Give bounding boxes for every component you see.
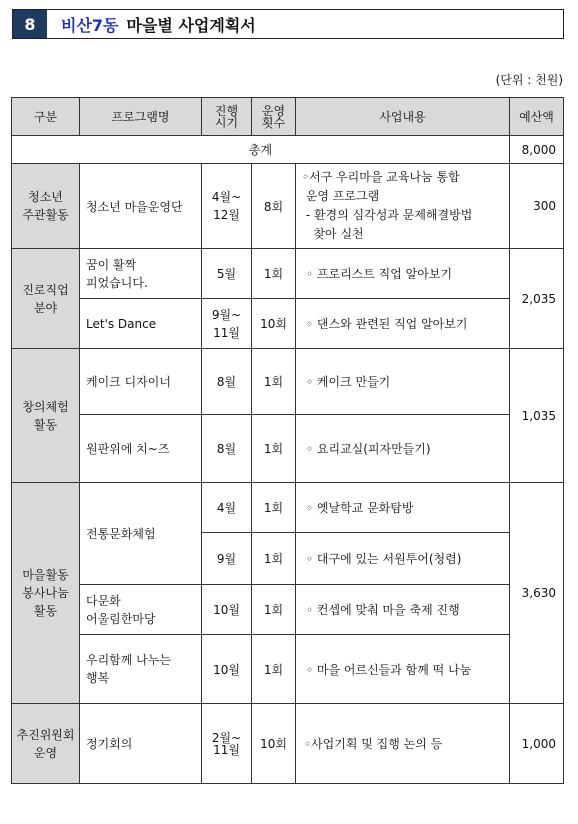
- content-cell: ◦ 케이크 만들기: [296, 349, 510, 415]
- section-header: [12, 9, 564, 39]
- content-cell: ◦ 대구에 있는 서원투어(청렴): [296, 533, 510, 585]
- table-row: [12, 299, 564, 349]
- total-row: [12, 136, 564, 164]
- count-cell: 10회: [252, 299, 296, 349]
- count-cell: 1회: [252, 483, 296, 533]
- period-cell: 10월: [202, 585, 252, 635]
- program-cell: 정기회의: [80, 704, 202, 784]
- category-cell: 청소년 주관활동: [12, 164, 80, 249]
- table-row: [12, 585, 564, 635]
- count-cell: 8회: [252, 164, 296, 249]
- col-category: 구분: [12, 98, 80, 136]
- table-row: [12, 415, 564, 483]
- unit-label: (단위 : 천원): [495, 73, 563, 87]
- content-cell: ◦ 마을 어르신들과 함께 떡 나눔: [296, 635, 510, 704]
- program-cell: 다문화 어울림한마당: [80, 585, 202, 635]
- category-cell: 추진위원회 운영: [12, 704, 80, 784]
- table-row: [12, 704, 564, 784]
- col-content: 사업내용: [296, 98, 510, 136]
- count-cell: 1회: [252, 249, 296, 299]
- category-cell: 진로직업 분야: [12, 249, 80, 349]
- count-cell: 1회: [252, 585, 296, 635]
- table-row: [12, 483, 564, 533]
- period-cell: 2월~ 11월: [202, 704, 252, 784]
- col-period: 진행시기: [202, 98, 252, 136]
- budget-cell: 3,630: [510, 483, 564, 704]
- col-budget: 예산액: [510, 98, 564, 136]
- content-cell: ◦ 댄스와 관련된 직업 알아보기: [296, 299, 510, 349]
- col-program: 프로그램명: [80, 98, 202, 136]
- content-cell: ◦서구 우리마을 교육나눔 통합 운영 프로그램 - 환경의 심각성과 문제해결방법 찾아 실천: [296, 164, 510, 249]
- total-label: 총계: [12, 136, 510, 164]
- budget-cell: 2,035: [510, 249, 564, 349]
- program-cell: 청소년 마을운영단: [80, 164, 202, 249]
- period-cell: 10월: [202, 635, 252, 704]
- count-cell: 10회: [252, 704, 296, 784]
- count-cell: 1회: [252, 415, 296, 483]
- content-cell: ◦ 요리교실(피자만들기): [296, 415, 510, 483]
- table-header-row: [12, 98, 564, 136]
- content-cell: ◦사업기획 및 집행 논의 등: [296, 704, 510, 784]
- category-cell: 창의체험 활동: [12, 349, 80, 483]
- col-count: 운영횟수: [252, 98, 296, 136]
- program-cell: 꿈이 활짝 피었습니다.: [80, 249, 202, 299]
- period-cell: 4월~ 12월: [202, 164, 252, 249]
- content-cell: ◦ 옛날학교 문화탐방: [296, 483, 510, 533]
- total-budget: 8,000: [510, 136, 564, 164]
- table-row: [12, 249, 564, 299]
- table-row: [12, 635, 564, 704]
- budget-cell: 1,000: [510, 704, 564, 784]
- content-cell: ◦ 컨셉에 맞춰 마을 축제 진행: [296, 585, 510, 635]
- period-cell: 9월~ 11월: [202, 299, 252, 349]
- period-cell: 8월: [202, 349, 252, 415]
- count-cell: 1회: [252, 533, 296, 585]
- program-cell: 우리함께 나누는 행복: [80, 635, 202, 704]
- period-cell: 5월: [202, 249, 252, 299]
- section-number: 8: [13, 10, 47, 38]
- period-cell: 8월: [202, 415, 252, 483]
- dong-name: 비산7동: [61, 15, 119, 35]
- plan-title: 마을별 사업계획서: [126, 15, 256, 35]
- program-cell: 케이크 디자이너: [80, 349, 202, 415]
- program-cell: 원판위에 치~즈: [80, 415, 202, 483]
- program-cell: 전통문화체험: [80, 483, 202, 585]
- program-cell: Let's Dance: [80, 299, 202, 349]
- period-cell: 9월: [202, 533, 252, 585]
- budget-cell: 300: [510, 164, 564, 249]
- budget-cell: 1,035: [510, 349, 564, 483]
- period-cell: 4월: [202, 483, 252, 533]
- category-cell: 마을활동 봉사나눔 활동: [12, 483, 80, 704]
- section-title: [47, 10, 256, 38]
- count-cell: 1회: [252, 349, 296, 415]
- table-row: [12, 349, 564, 415]
- count-cell: 1회: [252, 635, 296, 704]
- content-cell: ◦ 프로리스트 직업 알아보기: [296, 249, 510, 299]
- table-row: [12, 164, 564, 249]
- plan-table: [11, 97, 564, 784]
